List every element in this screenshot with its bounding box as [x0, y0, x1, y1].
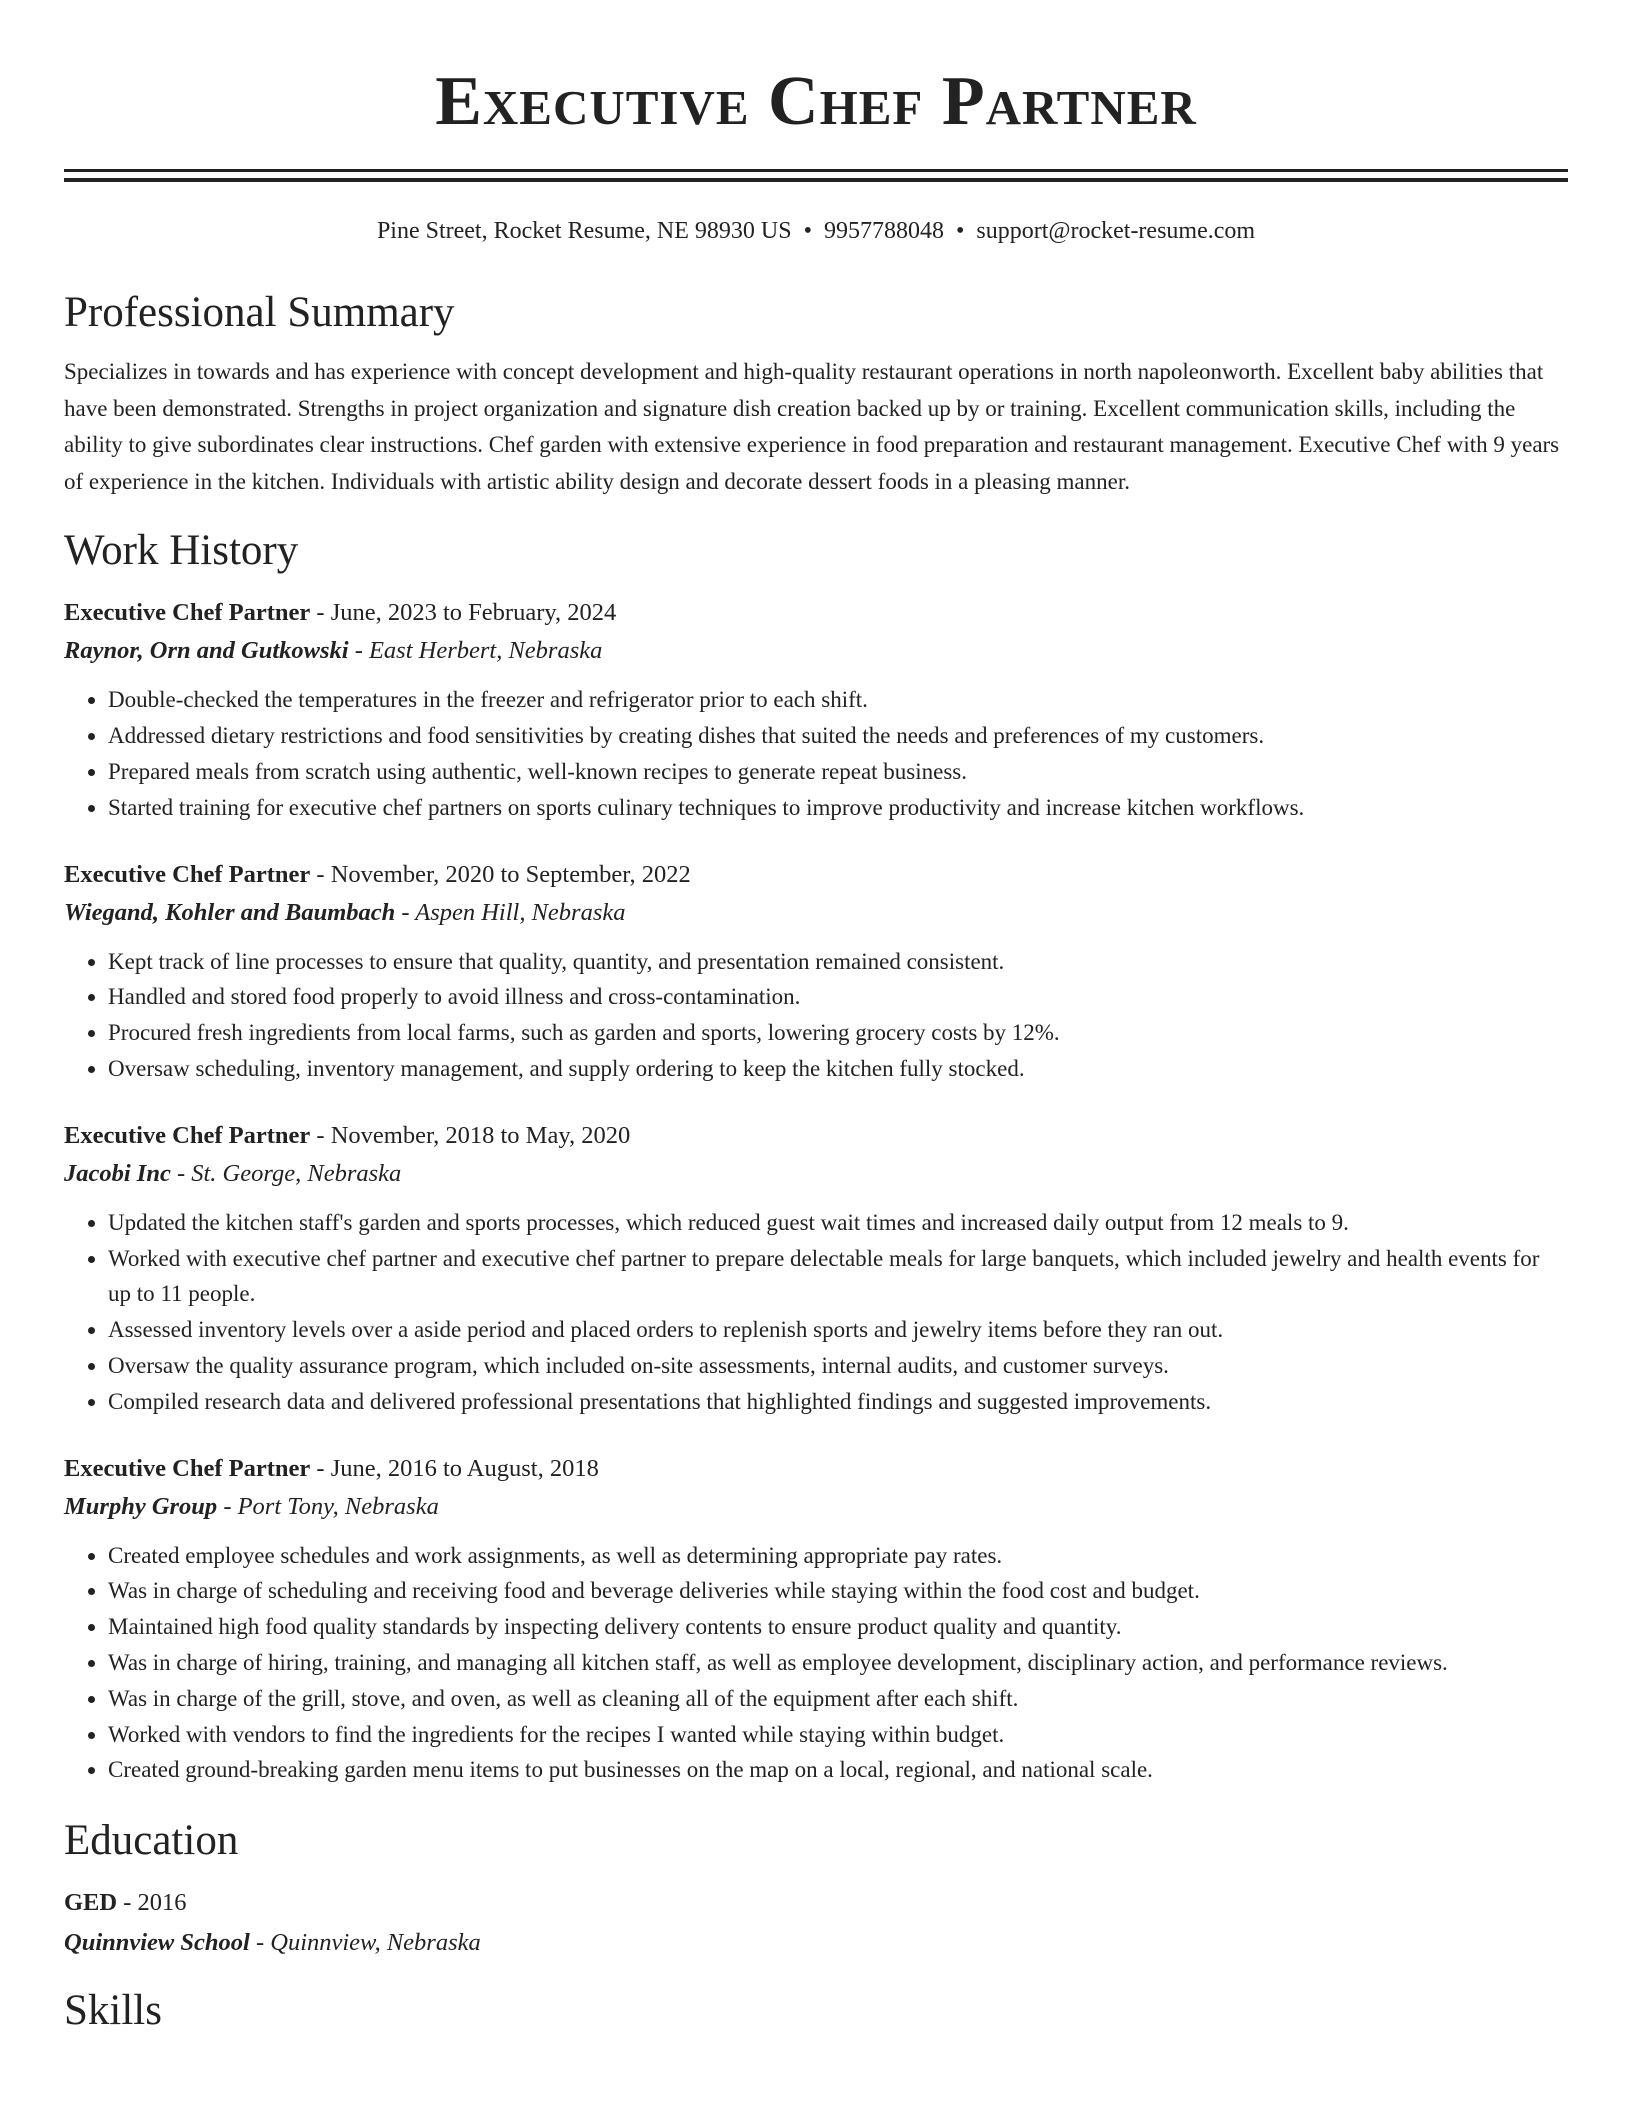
job-bullet: • Prepared meals from scratch using authentic, well-known recipes to generate repeat business.	[108, 754, 1568, 790]
job-employer	[64, 898, 1568, 928]
job-bullet: • Started training for executive chef partners on sports culinary techniques to improve productivity and increase kitchen workflows.	[108, 790, 1568, 826]
job-employer	[64, 1492, 1568, 1522]
job-bullets	[64, 682, 1568, 825]
contact-email: support@rocket-resume.com	[976, 218, 1256, 244]
summary-heading: Professional Summary	[64, 289, 455, 336]
job-entry-1	[64, 598, 1568, 825]
job-company: Raynor, Orn and Gutkowski	[64, 637, 349, 665]
education-school: Quinnview School	[64, 1929, 250, 1957]
job-location: - Port Tony, Nebraska	[217, 1492, 439, 1520]
job-location: - East Herbert, Nebraska	[348, 637, 603, 665]
job-employer	[64, 1159, 1568, 1189]
job-dates: - June, 2016 to August, 2018	[310, 1454, 599, 1482]
contact-address: Pine Street, Rocket Resume, NE 98930 US	[376, 218, 792, 244]
job-bullet: • Double-checked the temperatures in the freezer and refrigerator prior to each shift.	[108, 682, 1568, 718]
education-heading: Education	[64, 1817, 239, 1865]
job-bullet: • Handled and stored food properly to avoid illness and cross-contamination.	[108, 979, 1568, 1015]
job-location: - Aspen Hill, Nebraska	[395, 898, 626, 926]
job-bullet: • Worked with vendors to find the ingredients for the recipes I wanted while staying within budget.	[108, 1717, 1568, 1753]
contact-line	[64, 216, 1568, 246]
job-bullet: • Created ground-breaking garden menu items to put businesses on the map on a local, regional, and national scale.	[108, 1752, 1568, 1788]
job-entry-2	[64, 860, 1568, 1087]
skills-heading: Skills	[64, 1987, 162, 2035]
resume-page	[64, 0, 1568, 2036]
job-bullet: • Updated the kitchen staff's garden and sports processes, which reduced guest wait times and increased daily output from 12 meals to 9.	[108, 1205, 1568, 1241]
job-bullets	[64, 1205, 1568, 1420]
job-company: Wiegand, Kohler and Baumbach	[64, 898, 396, 926]
header-rule-top	[64, 169, 1568, 172]
education-school-line	[64, 1928, 1568, 1958]
job-bullets	[64, 1538, 1568, 1789]
contact-phone: 9957788048	[823, 218, 944, 244]
job-location: - St. George, Nebraska	[170, 1159, 402, 1187]
education-degree: GED	[64, 1889, 118, 1917]
job-dates: - November, 2020 to September, 2022	[310, 860, 691, 888]
job-bullet: • Addressed dietary restrictions and food sensitivities by creating dishes that suited the needs and preferences of my customers.	[108, 718, 1568, 754]
job-bullet: • Worked with executive chef partner and executive chef partner to prepare delectable meals for large banquets, which included jewelry and health events for up to 11 people.	[108, 1241, 1568, 1313]
job-header	[64, 598, 1568, 628]
job-company: Murphy Group	[64, 1492, 218, 1520]
job-bullet: • Oversaw the quality assurance program, which included on-site assessments, internal audits, and customer surveys.	[108, 1348, 1568, 1384]
job-bullet: • Compiled research data and delivered professional presentations that highlighted findings and suggested improvements.	[108, 1384, 1568, 1420]
job-entry-4	[64, 1454, 1568, 1789]
job-dates: - November, 2018 to May, 2020	[310, 1121, 631, 1149]
job-title: Executive Chef Partner	[64, 599, 311, 627]
job-header	[64, 860, 1568, 890]
job-company: Jacobi Inc	[64, 1159, 171, 1187]
summary-text: Specializes in towards and has experience with concept development and high-quality restaurant operations in north napoleonworth. Excellent baby abilities that have been demonstrated. Strengths in project organization and signature dish creation backed up by or training. Excellent communication skills, including the ability to give subordinates clear instructions. Chef garden with extensive experience in food preparation and restaurant management. Executive Chef with 9 years of experience in the kitchen. Individuals with artistic ability design and decorate dessert foods in a pleasing manner.	[64, 359, 1560, 494]
job-title: Executive Chef Partner	[64, 1121, 311, 1149]
job-dates: - June, 2023 to February, 2024	[310, 599, 617, 627]
job-header	[64, 1121, 1568, 1151]
job-bullets	[64, 944, 1568, 1087]
resume-name: Executive Chef Partner	[435, 63, 1197, 140]
contact-separator: •	[803, 218, 812, 244]
job-bullet: • Procured fresh ingredients from local farms, such as garden and sports, lowering grocery costs by 12%.	[108, 1015, 1568, 1051]
job-header	[64, 1454, 1568, 1484]
job-bullet: • Was in charge of hiring, training, and managing all kitchen staff, as well as employee development, disciplinary action, and performance reviews.	[108, 1645, 1568, 1681]
job-bullet: • Maintained high food quality standards by inspecting delivery contents to ensure product quality and quantity.	[108, 1609, 1568, 1645]
job-title: Executive Chef Partner	[64, 1454, 311, 1482]
job-bullet: • Created employee schedules and work assignments, as well as determining appropriate pay rates.	[108, 1538, 1568, 1574]
job-employer	[64, 636, 1568, 666]
job-entry-3	[64, 1121, 1568, 1420]
contact-separator: •	[955, 218, 965, 244]
header-rule-bottom	[64, 178, 1568, 182]
work-history-heading: Work History	[64, 527, 299, 575]
education-degree-line	[64, 1888, 1568, 1918]
job-bullet: • Was in charge of scheduling and receiving food and beverage deliveries while staying within the food cost and budget.	[108, 1573, 1568, 1609]
job-bullet: • Assessed inventory levels over a aside period and placed orders to replenish sports and jewelry items before they ran out.	[108, 1312, 1568, 1348]
job-bullet: • Kept track of line processes to ensure that quality, quantity, and presentation remained consistent.	[108, 944, 1568, 980]
job-bullet: • Was in charge of the grill, stove, and oven, as well as cleaning all of the equipment after each shift.	[108, 1681, 1568, 1717]
job-bullet: • Oversaw scheduling, inventory management, and supply ordering to keep the kitchen fully stocked.	[108, 1051, 1568, 1087]
job-title: Executive Chef Partner	[64, 860, 311, 888]
education-location: - Quinnview, Nebraska	[249, 1929, 481, 1957]
education-year: - 2016	[117, 1889, 187, 1917]
